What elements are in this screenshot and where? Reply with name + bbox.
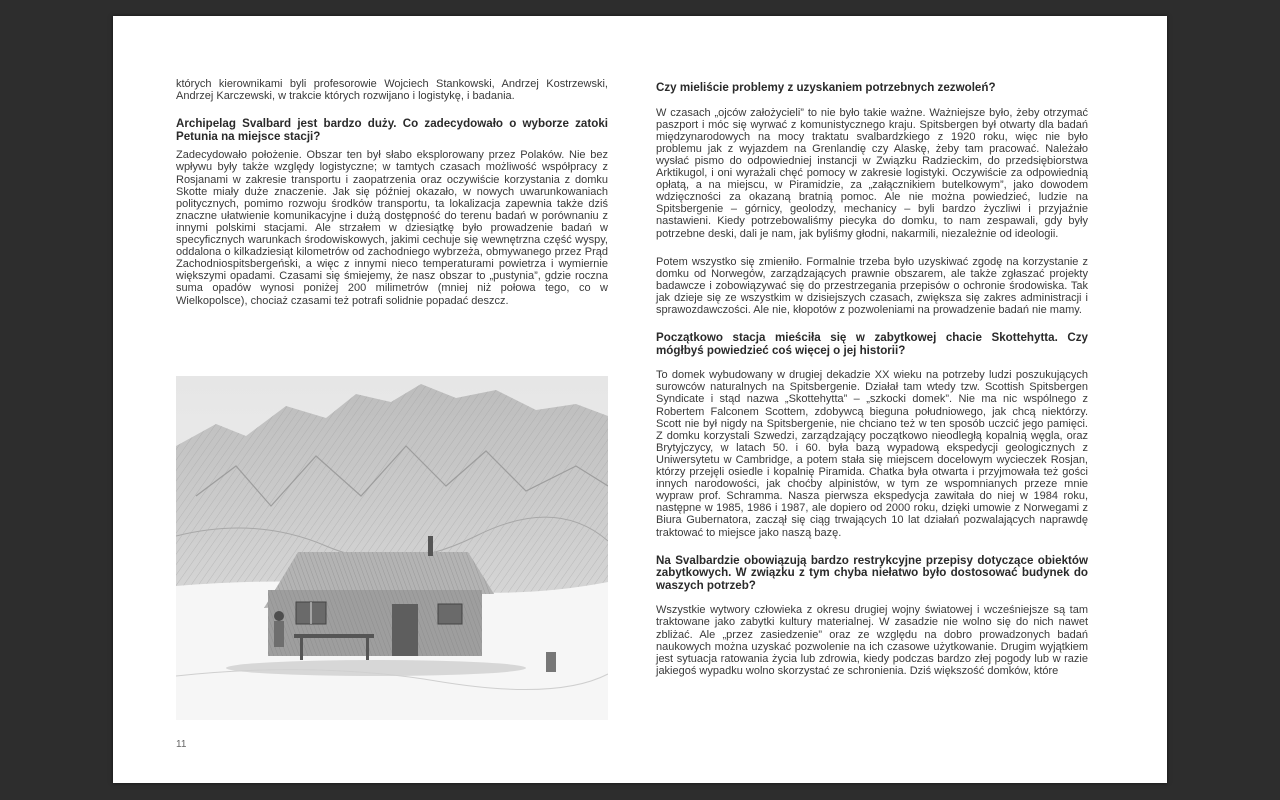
- question-heading: Na Svalbardzie obowiązują bardzo restrykcyjne przepisy dotyczące obiektów zabytkowych. W związku z tym chyba niełatwo było dostosować budynek do waszych potrzeb?: [656, 553, 1088, 592]
- document-page: [113, 16, 1167, 783]
- left-column: [176, 78, 608, 323]
- hut-sketch-illustration: [176, 376, 608, 720]
- question-heading: Początkowo stacja mieściła się w zabytkowej chacie Skottehytta. Czy mógłbyś powiedzieć coś więcej o jej historii?: [656, 331, 1088, 357]
- paragraph: Zadecydowało położenie. Obszar ten był słabo eksplorowany przez Polaków. Nie bez wpływu były także względy logistyczne; w tamtych czasach możliwość współpracy z Rosjanami w zakresie transportu i zaopatrzenia oraz oczywiście korzystania z domku Skotte miały duże znaczenie. Jak się później okazało, w nowych uwarunkowaniach politycznych, pomimo rozwoju środków transportu, ta lokalizacja zapewnia także dziś znaczne ułatwienie komunikacyjne i dużą dostępność do terenu badań w porównaniu z innymi polskimi stacjami. Ale strzałem w dziesiątkę było prowadzenie badań w specyficznych warunkach środowiskowych, jakimi cechuje się wewnętrzna część wyspy, oddalona o kilkadziesiąt kilometrów od zachodniego wybrzeża, obmywanego przez Prąd Zachodniospitsbergeński, a więc z innymi nieco temperaturami powietrza i wymiernie większymi opadami. Czasami się śmiejemy, że nasz obszar to „pustynia”, gdzie roczna suma opadów wynosi poniżej 200 milimetrów (mniej niż połowa tego, co w Wielkopolsce), chociaż czasami też potrafi solidnie popadać deszcz.: [176, 149, 608, 307]
- pencil-sketch: [176, 376, 608, 720]
- paragraph: To domek wybudowany w drugiej dekadzie XX wieku na potrzeby ludzi poszukujących surowców naturalnych na Spitsbergenie. Działał tam wtedy tzw. Scottish Spitsbergen Syndicate i stąd nazwa „Skottehytta” – „szkocki domek”. Nie ma nic wspólnego z Robertem Falconem Scottem, zdobywcą bieguna południowego, jak chcą niektórzy. Scott nie był nigdy na Spitsbergenie, nie chciano też w ten sposób uczcić jego pamięci. Z domku korzystali Szwedzi, zarządzający początkowo nieodległą kopalnią węgla, oraz Brytyjczycy, w latach 50. i 60. była bazą wypadową ekspedycji geologicznych z Uniwersytetu w Cambridge, a potem stała się miejscem docelowym wycieczek Rosjan, którzy przejęli osiedle i kopalnię Piramida. Chatka była otwarta i przyjmowała też gości innych narodowości, jak choćby alpinistów, w tym ze wspomnianych przeze mnie wypraw prof. Schramma. Nasza pierwsza ekspedycja zawitała do niej w 1984 roku, następne w 1985, 1986 i 1987, ale dopiero od 2000 roku, dzięki umowie z Norwegami z Biura Gubernatora, zaczął się ciąg trwających 10 lat działań pozwalających naprawdę traktować to miejsce jako naszą bazę.: [656, 369, 1088, 539]
- right-column: [656, 82, 1088, 693]
- page-number: 11: [176, 739, 187, 750]
- paragraph: Wszystkie wytwory człowieka z okresu drugiej wojny światowej i wcześniejsze są tam traktowane jako zabytki kultury materialnej. W zasadzie nie wolno się do nich nawet zbliżać. Ale „przez zasiedzenie” oraz ze względu na dobro prowadzonych badań naukowych można uzyskać pozwolenie na ich czasowe użytkowanie. Drugim wyjątkiem jest sytuacja ratowania życia lub zdrowia, kiedy podczas bardzo złej pogody lub w razie jakiegoś wypadku wolno skorzystać ze schronienia. Dziś większość domków, które: [656, 604, 1088, 677]
- paragraph: których kierownikami byli profesorowie Wojciech Stankowski, Andrzej Kostrzewski, Andrzej Karczewski, w trakcie których rozwijano i logistykę, i badania.: [176, 78, 608, 103]
- paragraph: W czasach „ojców założycieli” to nie było takie ważne. Ważniejsze było, żeby otrzymać paszport i móc się wyrwać z komunistycznego kraju. Spitsbergen był otwarty dla badań międzynarodowych na mocy traktatu svalbardzkiego z 1920 roku, więc nie było problemu jak z wyjazdem na Grenlandię czy Alaskę, żeby tam pracować. Należało wysłać pismo do odpowiedniej instancji w Związku Radzieckim, do przedsiębiorstwa Arktikugol, i oni wyrażali chęć pomocy w zakresie logistyki. Oczywiście za odpowiednią opłatą, a na miejscu, w Piramidzie, za „załącznikiem butelkowym”, jako dowodem wdzięczności za okazaną bratnią pomoc. Ale nie można powiedzieć, ludzie na Spitsbergenie – górnicy, geolodzy, mechanicy – byli bardzo życzliwi i przyjaźnie nastawieni. Kiedy potrzebowaliśmy piecyka do domku, to nam zespawali, gdy były potrzebne deski, dali je nam, jak byliśmy głodni, nakarmili, niezależnie od ideologii.: [656, 106, 1088, 240]
- question-heading: Archipelag Svalbard jest bardzo duży. Co zadecydowało o wyborze zatoki Petunia na miejsce stacji?: [176, 117, 608, 143]
- paragraph: Potem wszystko się zmieniło. Formalnie trzeba było uzyskiwać zgodę na korzystanie z domku od Norwegów, zarządzających prawnie obszarem, ale także zgłaszać projekty badawcze i zobowiązywać się do przestrzegania przepisów o ochronie środowiska. Tak jak dzieje się ze wszystkim w dzisiejszych czasach, zwiększa się zakres administracji i sprawozdawczości. Ale nie, kłopotów z pozwoleniami na prowadzenie badań nie mamy.: [656, 255, 1088, 316]
- question-heading: Czy mieliście problemy z uzyskaniem potrzebnych zezwoleń?: [656, 81, 996, 94]
